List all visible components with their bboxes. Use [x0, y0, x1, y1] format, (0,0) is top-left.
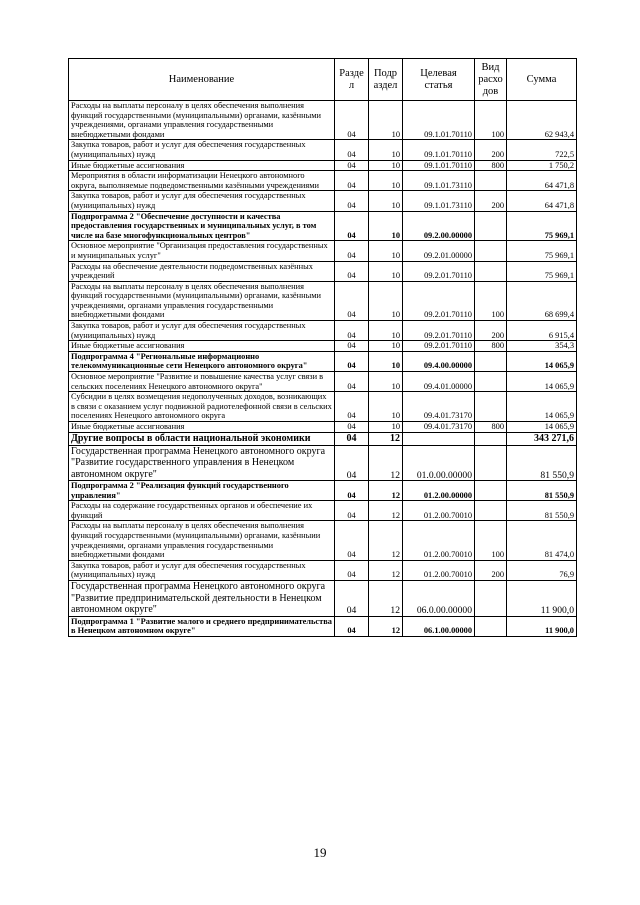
row-subsection: 10 — [369, 101, 403, 140]
row-section: 04 — [335, 560, 369, 580]
row-amount: 14 065,9 — [507, 392, 577, 422]
row-subsection: 10 — [369, 171, 403, 191]
table-row — [69, 341, 577, 352]
row-target: 09.2.01.70110 — [403, 281, 475, 320]
row-target: 09.1.01.73110 — [403, 171, 475, 191]
page-number: 19 — [313, 845, 327, 860]
row-section: 04 — [335, 445, 369, 481]
header-amount: Сумма — [507, 59, 577, 101]
table-row — [69, 392, 577, 422]
row-target: 06.0.00.00000 — [403, 581, 475, 617]
table-row — [69, 241, 577, 261]
row-section: 04 — [335, 372, 369, 392]
row-type — [475, 241, 507, 261]
row-target: 09.2.00.00000 — [403, 211, 475, 241]
budget-table-page — [68, 58, 576, 637]
header-type: Вид расхо дов — [475, 59, 507, 101]
table-row — [69, 422, 577, 433]
row-type — [475, 616, 507, 636]
row-section: 04 — [335, 140, 369, 160]
row-amount: 11 900,0 — [507, 581, 577, 617]
row-subsection: 10 — [369, 140, 403, 160]
row-target: 09.2.01.00000 — [403, 241, 475, 261]
row-section: 04 — [335, 281, 369, 320]
row-amount: 343 271,6 — [507, 432, 577, 445]
row-amount: 64 471,8 — [507, 191, 577, 211]
row-section: 04 — [335, 501, 369, 521]
row-section: 04 — [335, 616, 369, 636]
row-target: 09.4.01.00000 — [403, 372, 475, 392]
row-name: Иные бюджетные ассигнования — [69, 160, 335, 171]
row-name: Закупка товаров, работ и услуг для обеспечения государственных (муниципальных) нужд — [69, 321, 335, 341]
row-name: Подпрограмма 2 "Реализация функций государственного управления" — [69, 481, 335, 501]
row-type — [475, 261, 507, 281]
row-name: Мероприятия в области информатизации Ненецкого автономного округа, выполняемые подведомственными казёнными учреждениями — [69, 171, 335, 191]
row-amount: 14 065,9 — [507, 422, 577, 433]
row-type: 200 — [475, 191, 507, 211]
row-amount: 14 065,9 — [507, 351, 577, 371]
row-section: 04 — [335, 101, 369, 140]
row-amount: 11 900,0 — [507, 616, 577, 636]
row-subsection: 10 — [369, 372, 403, 392]
row-type: 800 — [475, 160, 507, 171]
table-row — [69, 616, 577, 636]
row-name: Основное мероприятие "Развитие и повышение качества услуг связи в сельских поселениях Ненецкого автономного округа" — [69, 372, 335, 392]
row-type — [475, 501, 507, 521]
row-subsection: 12 — [369, 481, 403, 501]
table-row — [69, 171, 577, 191]
header-subsection: Подр аздел — [369, 59, 403, 101]
row-subsection: 10 — [369, 321, 403, 341]
header-target: Целевая статья — [403, 59, 475, 101]
row-amount: 354,3 — [507, 341, 577, 352]
row-target: 09.4.00.00000 — [403, 351, 475, 371]
row-target: 06.1.00.00000 — [403, 616, 475, 636]
row-target: 01.0.00.00000 — [403, 445, 475, 481]
table-row — [69, 481, 577, 501]
row-amount: 1 750,2 — [507, 160, 577, 171]
row-name: Расходы на выплаты персоналу в целях обеспечения выполнения функций государственными (муниципальными) органами, казёнными учреждениями, органами управления государственными внебюджетными фондами — [69, 281, 335, 320]
row-name: Закупка товаров, работ и услуг для обеспечения государственных (муниципальных) нужд — [69, 560, 335, 580]
row-type — [475, 351, 507, 371]
row-name: Подпрограмма 1 "Развитие малого и среднего предпринимательства в Ненецком автономном округе" — [69, 616, 335, 636]
row-subsection: 12 — [369, 616, 403, 636]
row-section: 04 — [335, 521, 369, 560]
row-amount: 81 550,9 — [507, 445, 577, 481]
row-amount: 76,9 — [507, 560, 577, 580]
row-type — [475, 445, 507, 481]
table-row — [69, 140, 577, 160]
row-section: 04 — [335, 191, 369, 211]
row-name: Иные бюджетные ассигнования — [69, 422, 335, 433]
row-amount: 722,5 — [507, 140, 577, 160]
row-target: 09.2.01.70110 — [403, 261, 475, 281]
row-subsection: 12 — [369, 521, 403, 560]
row-name: Подпрограмма 2 "Обеспечение доступности и качества предоставления государственных и муниципальных услуг, в том числе на базе многофункциональных центров" — [69, 211, 335, 241]
row-name: Расходы на обеспечение деятельности подведомственных казённых учреждений — [69, 261, 335, 281]
row-subsection: 10 — [369, 281, 403, 320]
row-target: 09.1.01.70110 — [403, 140, 475, 160]
table-row — [69, 261, 577, 281]
row-section: 04 — [335, 422, 369, 433]
row-subsection: 10 — [369, 160, 403, 171]
row-subsection: 10 — [369, 341, 403, 352]
row-name: Расходы на выплаты персоналу в целях обеспечения выполнения функций государственными (муниципальными) органами, казённыии учреждениями, органами управления государственными внебюджетными фондами — [69, 521, 335, 560]
row-target: 01.2.00.70010 — [403, 560, 475, 580]
table-row — [69, 281, 577, 320]
row-amount: 75 969,1 — [507, 261, 577, 281]
row-type: 200 — [475, 321, 507, 341]
row-subsection: 10 — [369, 211, 403, 241]
row-type: 800 — [475, 341, 507, 352]
row-subsection: 10 — [369, 422, 403, 433]
row-type — [475, 211, 507, 241]
row-name: Расходы на выплаты персоналу в целях обеспечения выполнения функций государственными (муниципальными) органами, казёнными учреждениями, органами управления государственными внебюджетными фондами — [69, 101, 335, 140]
row-subsection: 12 — [369, 501, 403, 521]
table-row — [69, 160, 577, 171]
row-subsection: 10 — [369, 351, 403, 371]
row-section: 04 — [335, 241, 369, 261]
row-section: 04 — [335, 261, 369, 281]
row-section: 04 — [335, 341, 369, 352]
row-type — [475, 372, 507, 392]
table-row — [69, 372, 577, 392]
header-section: Разде л — [335, 59, 369, 101]
row-subsection: 12 — [369, 581, 403, 617]
row-section: 04 — [335, 321, 369, 341]
row-target: 09.1.01.70110 — [403, 160, 475, 171]
row-amount: 81 474,0 — [507, 521, 577, 560]
row-subsection: 10 — [369, 191, 403, 211]
row-name: Расходы на содержание государственных органов и обеспечение их функций — [69, 501, 335, 521]
row-subsection: 10 — [369, 241, 403, 261]
table-header-row — [69, 59, 577, 101]
table-row — [69, 445, 577, 481]
table-row — [69, 211, 577, 241]
row-section: 04 — [335, 481, 369, 501]
row-name: Подпрограмма 4 "Региональные информационно телекоммуникационные сети Ненецкого автономного округа" — [69, 351, 335, 371]
table-row — [69, 581, 577, 617]
row-subsection: 12 — [369, 432, 403, 445]
table-row — [69, 501, 577, 521]
row-section: 04 — [335, 392, 369, 422]
table-row — [69, 351, 577, 371]
row-target — [403, 432, 475, 445]
row-amount: 75 969,1 — [507, 211, 577, 241]
row-type — [475, 581, 507, 617]
row-subsection: 10 — [369, 392, 403, 422]
table-row — [69, 521, 577, 560]
row-target: 01.2.00.70010 — [403, 501, 475, 521]
row-amount: 64 471,8 — [507, 171, 577, 191]
row-type — [475, 171, 507, 191]
row-amount: 14 065,9 — [507, 372, 577, 392]
row-type — [475, 481, 507, 501]
row-name: Другие вопросы в области национальной экономики — [69, 432, 335, 445]
row-name: Закупка товаров, работ и услуг для обеспечения государственных (муниципальных) нужд — [69, 191, 335, 211]
row-name: Государственная программа Ненецкого автономного округа "Развитие предпринимательской деятельности в Ненецком автономном округе" — [69, 581, 335, 617]
row-type: 800 — [475, 422, 507, 433]
row-target: 09.4.01.73170 — [403, 422, 475, 433]
row-type — [475, 432, 507, 445]
row-section: 04 — [335, 160, 369, 171]
row-type: 100 — [475, 281, 507, 320]
row-subsection: 10 — [369, 261, 403, 281]
row-subsection: 12 — [369, 560, 403, 580]
table-row — [69, 101, 577, 140]
row-amount: 75 969,1 — [507, 241, 577, 261]
row-target: 09.1.01.73110 — [403, 191, 475, 211]
row-subsection: 12 — [369, 445, 403, 481]
row-amount: 62 943,4 — [507, 101, 577, 140]
row-section: 04 — [335, 351, 369, 371]
row-target: 09.4.01.73170 — [403, 392, 475, 422]
row-amount: 81 550,9 — [507, 501, 577, 521]
row-amount: 6 915,4 — [507, 321, 577, 341]
header-name: Наименование — [69, 59, 335, 101]
row-name: Субсидии в целях возмещения недополученных доходов, возникающих в связи с оказанием услуг подвижной радиотелефонной связи в сельских поселениях Ненецкого автономного округа — [69, 392, 335, 422]
row-name: Основное мероприятие "Организация предоставления государственных и муниципальных услуг" — [69, 241, 335, 261]
row-type: 200 — [475, 560, 507, 580]
table-row — [69, 560, 577, 580]
row-type — [475, 392, 507, 422]
table-body — [69, 101, 577, 637]
row-target: 09.1.01.70110 — [403, 101, 475, 140]
row-section: 04 — [335, 432, 369, 445]
table-row — [69, 321, 577, 341]
row-type: 100 — [475, 521, 507, 560]
table-row — [69, 432, 577, 445]
budget-table — [68, 58, 577, 637]
row-target: 09.2.01.70110 — [403, 341, 475, 352]
row-name: Иные бюджетные ассигнования — [69, 341, 335, 352]
row-type: 200 — [475, 140, 507, 160]
row-section: 04 — [335, 581, 369, 617]
row-target: 01.2.00.00000 — [403, 481, 475, 501]
row-target: 09.2.01.70110 — [403, 321, 475, 341]
row-amount: 81 550,9 — [507, 481, 577, 501]
row-section: 04 — [335, 171, 369, 191]
row-name: Закупка товаров, работ и услуг для обеспечения государственных (муниципальных) нужд — [69, 140, 335, 160]
table-row — [69, 191, 577, 211]
row-target: 01.2.00.70010 — [403, 521, 475, 560]
row-type: 100 — [475, 101, 507, 140]
row-name: Государственная программа Ненецкого автономного округа "Развитие государственного управления в Ненецком автономном округе" — [69, 445, 335, 481]
row-section: 04 — [335, 211, 369, 241]
row-amount: 68 699,4 — [507, 281, 577, 320]
